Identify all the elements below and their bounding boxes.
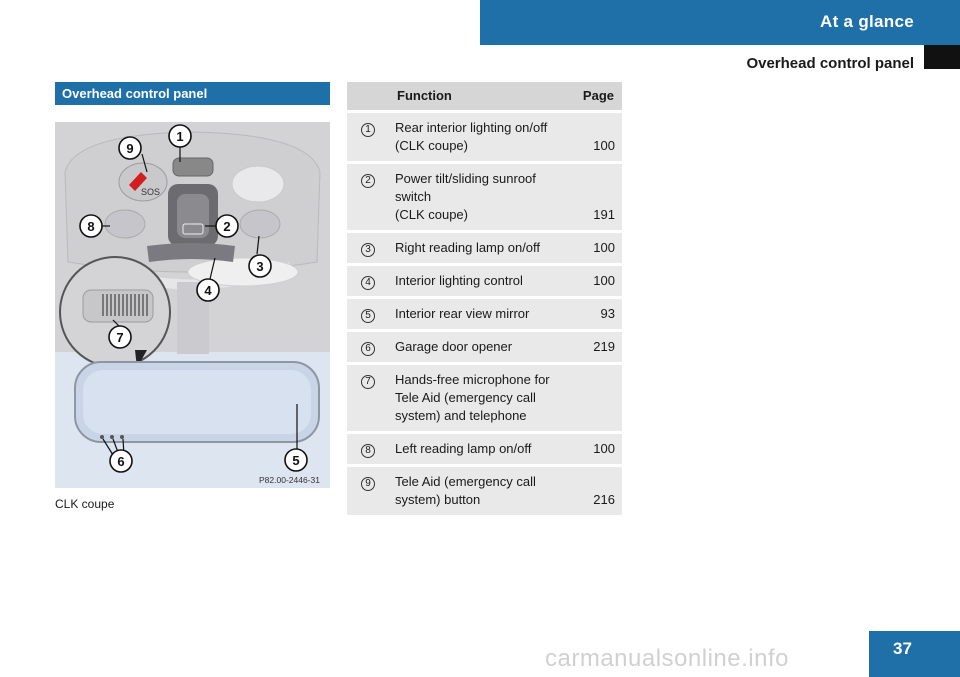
page-number: 37 [869,631,960,677]
table-row [347,297,622,330]
function-line: Interior rear view mirror [395,305,530,321]
svg-text:7: 7 [116,330,124,345]
figure-caption: CLK coupe [55,497,115,511]
row-function [389,264,566,297]
svg-text:6: 6 [117,454,125,469]
row-page: 219 [566,330,622,363]
thumb-tab-marker [924,45,960,69]
row-number [347,162,389,231]
row-function [389,432,566,465]
callout-2 [216,215,238,237]
row-number [347,330,389,363]
table-row [347,465,622,516]
callout-6 [110,450,132,472]
function-line: system) button [395,491,481,507]
callout-4 [197,279,219,301]
svg-text:4: 4 [204,283,212,298]
row-number-circle: 8 [361,444,375,458]
function-table [347,82,622,518]
row-number-circle: 2 [361,174,375,188]
row-page: 100 [566,432,622,465]
row-number-circle: 3 [361,243,375,257]
function-line: system) and telephone [395,407,527,423]
function-line: switch [395,188,432,204]
function-line: (CLK coupe) [395,137,468,153]
row-page: 100 [566,111,622,162]
overhead-panel-figure [55,122,330,488]
row-page: 100 [566,264,622,297]
row-function [389,297,566,330]
header-blank [347,82,389,111]
svg-text:5: 5 [292,453,300,468]
svg-text:SOS: SOS [141,187,161,197]
row-number-circle: 1 [361,123,375,137]
table-row [347,111,622,162]
table-row [347,231,622,264]
row-number-circle: 5 [361,309,375,323]
row-number-circle: 7 [361,375,375,389]
watermark: carmanualsonline.info [545,645,789,672]
row-page: 191 [566,162,622,231]
row-number [347,231,389,264]
row-number [347,297,389,330]
row-function [389,330,566,363]
function-line: Power tilt/sliding sunroof [395,170,536,186]
function-line: Tele Aid (emergency call [395,389,536,405]
row-number [347,465,389,516]
function-line: Right reading lamp on/off [395,239,541,255]
table-row [347,432,622,465]
row-page: 93 [566,297,622,330]
svg-text:8: 8 [87,219,95,234]
chapter-title: At a glance [820,12,914,31]
callout-5 [285,449,307,471]
callout-1 [169,125,191,147]
row-function [389,363,566,432]
row-number [347,264,389,297]
function-line: Hands-free microphone for [395,371,550,387]
callout-7 [109,326,131,348]
section-heading: Overhead control panel [55,82,330,105]
function-line: (CLK coupe) [395,206,468,222]
row-number [347,111,389,162]
function-line: Interior lighting control [395,272,523,288]
function-line: Rear interior lighting on/off [395,119,548,135]
header-page: Page [566,82,622,111]
figure-code: P82.00-2446-31 [259,475,320,485]
row-function [389,111,566,162]
table-row [347,330,622,363]
callout-3 [249,255,271,277]
row-function [389,231,566,264]
row-function [389,162,566,231]
row-number-circle: 6 [361,342,375,356]
row-function [389,465,566,516]
row-page: 100 [566,231,622,264]
svg-text:9: 9 [126,141,134,156]
header-function: Function [389,82,566,111]
row-page: 216 [566,465,622,516]
table-header-row [347,82,622,111]
row-page [566,363,622,432]
table-row [347,363,622,432]
row-number-circle: 4 [361,276,375,290]
svg-text:3: 3 [256,259,264,274]
callout-8 [80,215,102,237]
row-number-circle: 9 [361,477,375,491]
svg-text:2: 2 [223,219,231,234]
function-line: Left reading lamp on/off [395,440,532,456]
callout-9 [119,137,141,159]
function-line: Tele Aid (emergency call [395,473,536,489]
svg-text:1: 1 [176,129,184,144]
function-line: Garage door opener [395,338,513,354]
row-number [347,363,389,432]
table-row [347,264,622,297]
section-title: Overhead control panel [746,55,914,72]
table-row [347,162,622,231]
row-number [347,432,389,465]
